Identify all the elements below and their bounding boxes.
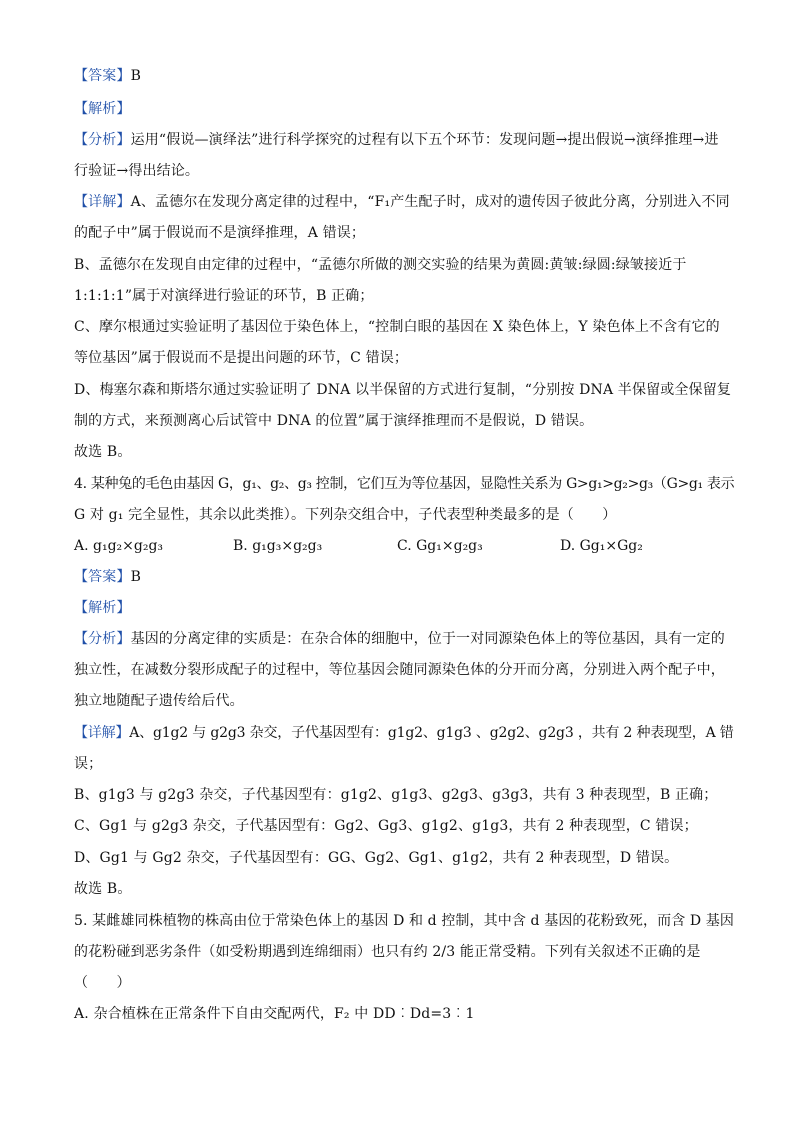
text-line: 误； <box>74 756 103 772</box>
question-5-line: 5. 某雌雄同株植物的株高由位于常染色体上的基因 D 和 d 控制，其中含 d 基因的花粉致死，而含 D 基因 <box>74 913 735 929</box>
text-line: 独立性，在减数分裂形成配子的过程中，等位基因会随同源染色体的分开而分离，分别进入两个配子中， <box>74 662 725 678</box>
option-c: C. Gg₁×g₂g₃ <box>397 538 483 554</box>
question-4-line: 4. 某种兔的毛色由基因 G，g₁、g₂、g₃ 控制，它们互为等位基因，显隐性关系为 G>g₁>g₂>g₃（G>g₁ 表示 <box>74 476 735 492</box>
question-5-line: （ ） <box>74 975 131 991</box>
answer-line: 【答案】B <box>74 68 142 84</box>
text-line: 故选 B。 <box>74 444 132 460</box>
text-line: C、Gg1 与 g2g3 杂交，子代基因型有：Gg2、Gg3、g1g2、g1g3，共有 2 种表现型，C 错误； <box>74 818 698 834</box>
text-line: B、孟德尔在发现自由定律的过程中，“孟德尔所做的测交实验的结果为黄圆:黄皱:绿圆:绿皱接近于 <box>74 257 687 273</box>
text-line: 制的方式，来预测离心后试管中 DNA 的位置”属于演绎推理而不是假说，D 错误。 <box>74 413 594 429</box>
text-line: 的配子中”属于假说而不是演绎推理，A 错误； <box>74 225 366 241</box>
question-5-line: 的花粉碰到恶劣条件（如受粉期遇到连绵细雨）也只有约 2/3 能正常受精。下列有关叙述不正确的是 <box>74 944 701 960</box>
text-line: 【分析】运用“假说—演绎法”进行科学探究的过程有以下五个环节：发现问题→提出假说→演绎推理→进 <box>74 132 719 148</box>
text-line: D、Gg1 与 Gg2 杂交，子代基因型有：GG、Gg2、Gg1、g1g2，共有 2 种表现型，D 错误。 <box>74 850 679 866</box>
text-line: 【详解】A、g1g2 与 g2g3 杂交，子代基因型有：g1g2、g1g3 、g2g2、g2g3 ，共有 2 种表现型，A 错 <box>74 725 734 741</box>
analysis-heading: 【解析】 <box>74 600 131 616</box>
answer-tag: 【答案】 <box>74 68 131 84</box>
option-d: D. Gg₁×Gg₂ <box>560 538 643 554</box>
text-line: 【分析】基因的分离定律的实质是：在杂合体的细胞中，位于一对同源染色体上的等位基因，具有一定的 <box>74 631 725 647</box>
option-b: B. g₁g₃×g₂g₃ <box>233 538 323 554</box>
text-line: 【详解】A、孟德尔在发现分离定律的过程中，“F₁产生配子时，成对的遗传因子彼此分离，分别进入不同 <box>74 194 730 210</box>
question-5-option-a: A. 杂合植株在正常条件下自由交配两代，F₂ 中 DD︰Dd=3︰1 <box>74 1006 475 1022</box>
text-line: 独立地随配子遗传给后代。 <box>74 693 244 709</box>
option-a: A. g₁g₂×g₂g₃ <box>74 538 164 554</box>
text-line: D、梅塞尔森和斯塔尔通过实验证明了 DNA 以半保留的方式进行复制，“分别按 DNA 半保留或全保留复 <box>74 382 731 398</box>
text-line: 1:1:1:1”属于对演绎进行验证的环节，B 正确； <box>74 288 374 304</box>
text-line: 故选 B。 <box>74 881 132 897</box>
answer-line: 【答案】B <box>74 569 142 585</box>
text-line: B、g1g3 与 g2g3 杂交，子代基因型有：g1g2、g1g3、g2g3、g3g3，共有 3 种表现型，B 正确； <box>74 787 718 803</box>
question-4-line: G 对 g₁ 完全显性，其余以此类推）。下列杂交组合中，子代表型种类最多的是（ ） <box>74 507 617 523</box>
analysis-heading: 【解析】 <box>74 101 131 117</box>
text-line: C、摩尔根通过实验证明了基因位于染色体上，“控制白眼的基因在 X 染色体上，Y 染色体上不含有它的 <box>74 319 720 335</box>
text-line: 等位基因”属于假说而不是提出问题的环节，C 错误； <box>74 350 409 366</box>
text-line: 行验证→得出结论。 <box>74 163 200 179</box>
